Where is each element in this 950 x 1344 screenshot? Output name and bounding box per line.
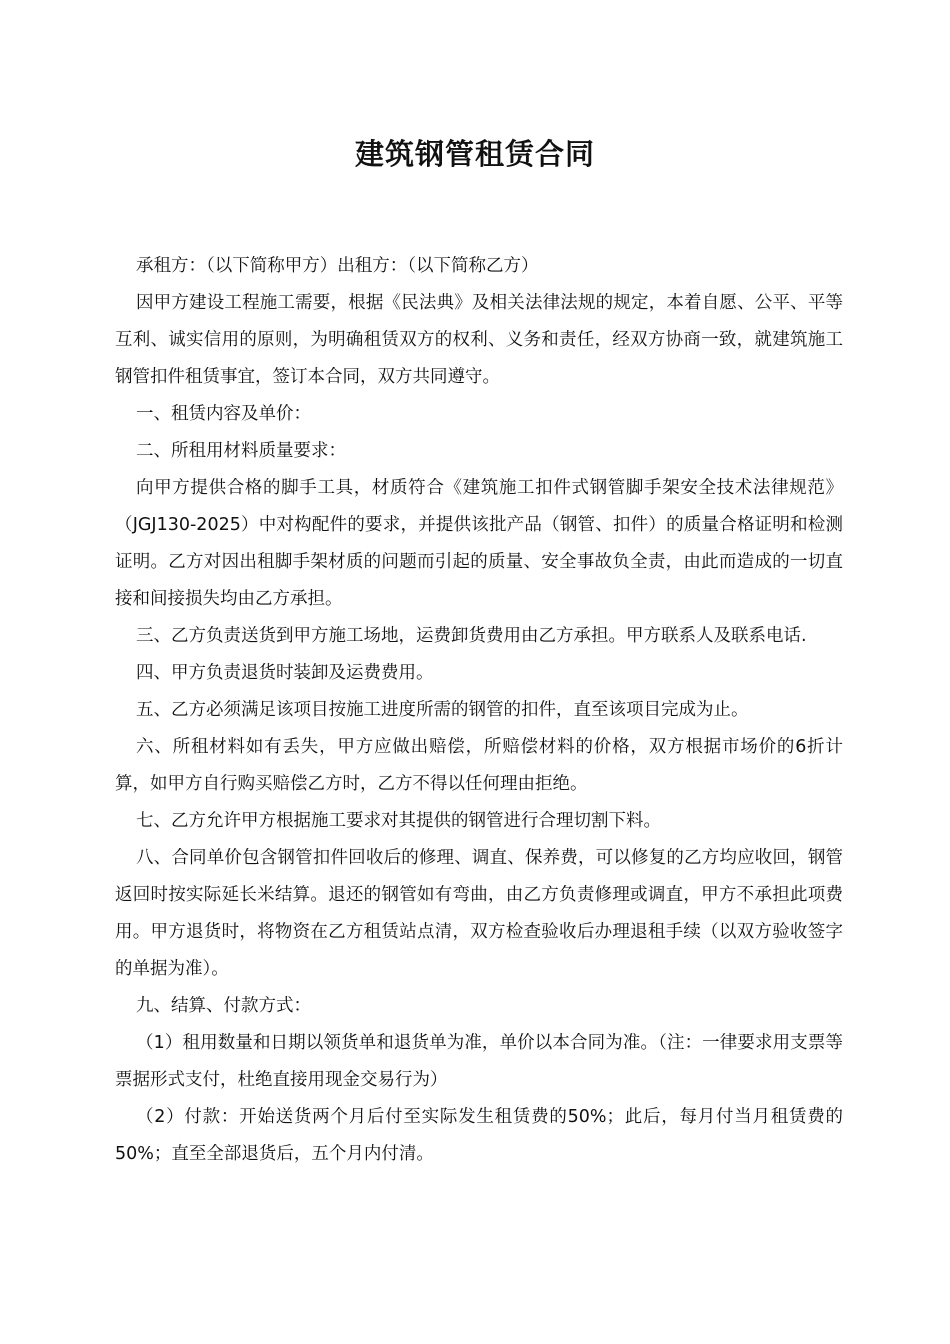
clause-1-heading: 一、租赁内容及单价： — [136, 404, 311, 424]
clause-7: 七、乙方允许甲方根据施工要求对其提供的钢管进行合理切割下料。 — [136, 811, 661, 831]
clause-5: 五、乙方必须满足该项目按施工进度所需的钢管的扣件，直至该项目完成为止。 — [136, 700, 749, 720]
clause-2-heading: 二、所租用材料质量要求： — [136, 441, 346, 461]
clause-3: 三、乙方负责送货到甲方施工场地，运费卸货费用由乙方承担。甲方联系人及联系电话. — [136, 626, 807, 646]
clause-4: 四、甲方负责退货时装卸及运费费用。 — [136, 663, 434, 683]
document-body — [115, 248, 843, 1173]
clause-8: 八、合同单价包含钢管扣件回收后的修理、调直、保养费，可以修复的乙方均应收回，钢管返回时按实际延长米结算。退还的钢管如有弯曲，由乙方负责修理或调直，甲方不承担此项费用。甲方退货时，将物资在乙方租赁站点清，双方检查验收后办理退租手续（以双方验收签字的单据为准）。 — [115, 848, 843, 979]
parties-line: 承租方：（以下简称甲方）出租方：（以下简称乙方） — [136, 256, 539, 276]
preamble-paragraph: 因甲方建设工程施工需要，根据《民法典》及相关法律法规的规定，本着自愿、公平、平等互利、诚实信用的原则，为明确租赁双方的权利、义务和责任，经双方协商一致，就建筑施工钢管扣件租赁事宜，签订本合同，双方共同遵守。 — [115, 293, 843, 387]
clause-9-heading: 九、结算、付款方式： — [136, 996, 311, 1016]
clause-9-item-1: （1）租用数量和日期以领货单和退货单为准，单价以本合同为准。（注：一律要求用支票等票据形式支付，杜绝直接用现金交易行为） — [115, 1033, 843, 1090]
clause-9-item-2: （2）付款：开始送货两个月后付至实际发生租赁费的50%；此后，每月付当月租赁费的50%；直至全部退货后，五个月内付清。 — [115, 1107, 843, 1164]
document-title: 建筑钢管租赁合同 — [354, 137, 595, 171]
clause-2-body: 向甲方提供合格的脚手工具，材质符合《建筑施工扣件式钢管脚手架安全技术法律规范》（JGJ130-2025）中对构配件的要求，并提供该批产品（钢管、扣件）的质量合格证明和检测证明。乙方对因出租脚手架材质的问题而引起的质量、安全事故负全责，由此而造成的一切直接和间接损失均由乙方承担。 — [115, 478, 843, 609]
clause-6: 六、所租材料如有丢失，甲方应做出赔偿，所赔偿材料的价格，双方根据市场价的6折计算，如甲方自行购买赔偿乙方时，乙方不得以任何理由拒绝。 — [115, 737, 843, 794]
